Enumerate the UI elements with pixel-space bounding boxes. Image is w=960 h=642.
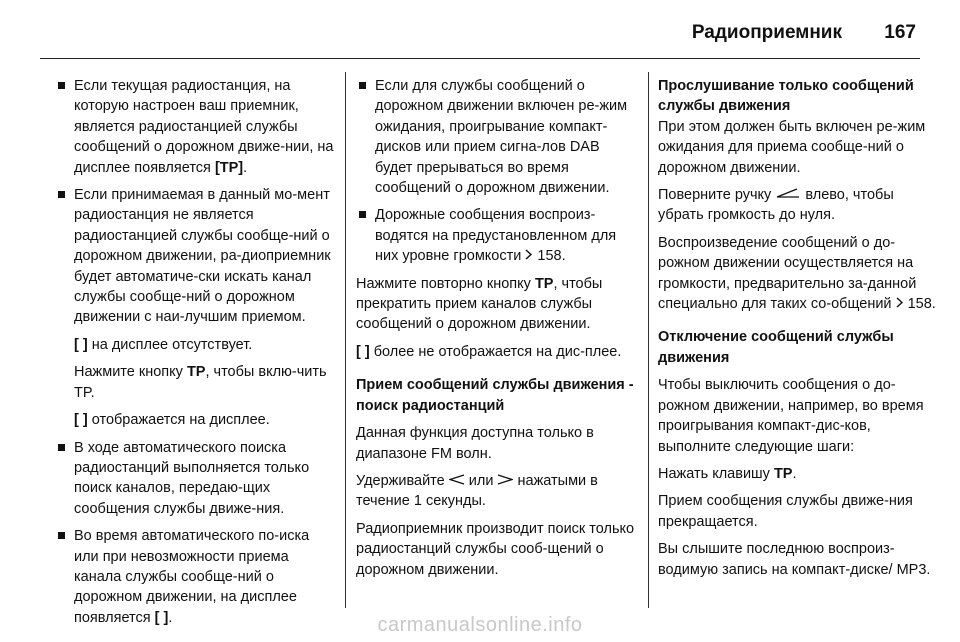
paragraph: Радиоприемник производит поиск только радиостанций службы сооб-щений о дорожном движении. xyxy=(356,520,635,578)
tp-button-label: TP xyxy=(186,364,206,381)
header-rule xyxy=(40,58,920,59)
page-ref-arrow-icon xyxy=(896,294,904,314)
paragraph: [ ] на дисплее отсутствует. xyxy=(74,336,253,353)
paragraph: Воспроизведение сообщений о до-рожном движении осуществляется на громкости, предварительно за-данной специально для таких со-общений 158. xyxy=(658,233,936,315)
paragraph: Удерживайте или нажатыми в течение 1 секунды. xyxy=(356,472,598,510)
paragraph: [ ] более не отображается на дис-плее. xyxy=(356,343,622,360)
column-2 xyxy=(356,76,640,587)
tp-indicator: [TP] xyxy=(214,159,244,176)
tp-button-label: TP xyxy=(773,465,793,482)
paragraph: Нажмите повторно кнопку TP, чтобы прекратить прием каналов службы сообщений о дорожном движении. xyxy=(356,275,603,333)
column-separator-2 xyxy=(648,72,649,608)
volume-knob-icon xyxy=(775,185,801,205)
seek-back-triangle-icon xyxy=(449,471,465,491)
page-ref-arrow-icon xyxy=(525,246,533,266)
seek-forward-triangle-icon xyxy=(497,471,513,491)
bullet-item: Если принимаемая в данный мо-мент радиостанция не является радиостанцией службы сообще-ний о дорожном движении, ра-диоприемник будет автоматиче-ски искать канал службы сообще-ний о дорожном движении с наи-лучшим приемом. xyxy=(55,185,337,328)
tp-button-label: TP xyxy=(534,275,554,292)
section-heading: Прием сообщений службы движения - поиск радиостанций xyxy=(356,377,634,414)
page-number: 167 xyxy=(884,22,916,43)
column-separator-1 xyxy=(345,72,346,608)
paragraph: При этом должен быть включен ре-жим ожидания для приема сообще-ний о дорожном движении. xyxy=(658,118,926,176)
paragraph: Нажмите кнопку TP, чтобы вклю-чить TP. xyxy=(74,364,327,401)
column-3 xyxy=(658,76,936,587)
bullet-item: Если для службы сообщений о дорожном движении включен ре-жим ожидания, проигрывание компакт-дисков или прием сигна-лов DAB будет прерываться во время сообщений о дорожном движении. xyxy=(356,76,640,198)
paragraph: Вы слышите последнюю воспроиз-водимую запись на компакт-диске/ MP3. xyxy=(658,541,931,578)
bullet-item: В ходе автоматического поиска радиостанций выполняется только поиск каналов, передаю-щих сообщения службы движе-ния. xyxy=(55,438,337,520)
column-1 xyxy=(55,76,337,635)
paragraph: Чтобы выключить сообщения о до-рожном движении, например, во время проигрывания компакт-дис-ков, выполните следующие шаги: xyxy=(658,377,924,455)
bullet-item: Если текущая радиостанция, на которую настроен ваш приемник, является радиостанцией службы сообщений о дорожном движе-нии, на дисплее появляется [TP]. xyxy=(55,76,337,178)
section-heading: Прослушивание только сообщений службы движения xyxy=(658,78,914,115)
paragraph: Прием сообщения службы движе-ния прекращается. xyxy=(658,493,913,530)
bullet-item: Дорожные сообщения воспроиз-водятся на предустановленном для них уровне громкости 158. xyxy=(356,205,640,266)
paragraph: Поверните ручку влево, чтобы убрать громкость до нуля. xyxy=(658,187,894,224)
watermark: carmanualsonline.info xyxy=(377,614,583,636)
paragraph: Данная функция доступна только в диапазоне FM волн. xyxy=(356,425,594,462)
paragraph: Нажать клавишу TP. xyxy=(658,465,797,482)
section-heading: Отключение сообщений службы движения xyxy=(658,329,894,366)
paragraph: [ ] отображается на дисплее. xyxy=(74,412,270,429)
page-title: Радиоприемник xyxy=(691,22,842,43)
bullet-item: Во время автоматического по-иска или при невозможности приема канала службы сообще-ний о дорожном движении, на дисплее появляется [ ]. xyxy=(55,526,337,628)
